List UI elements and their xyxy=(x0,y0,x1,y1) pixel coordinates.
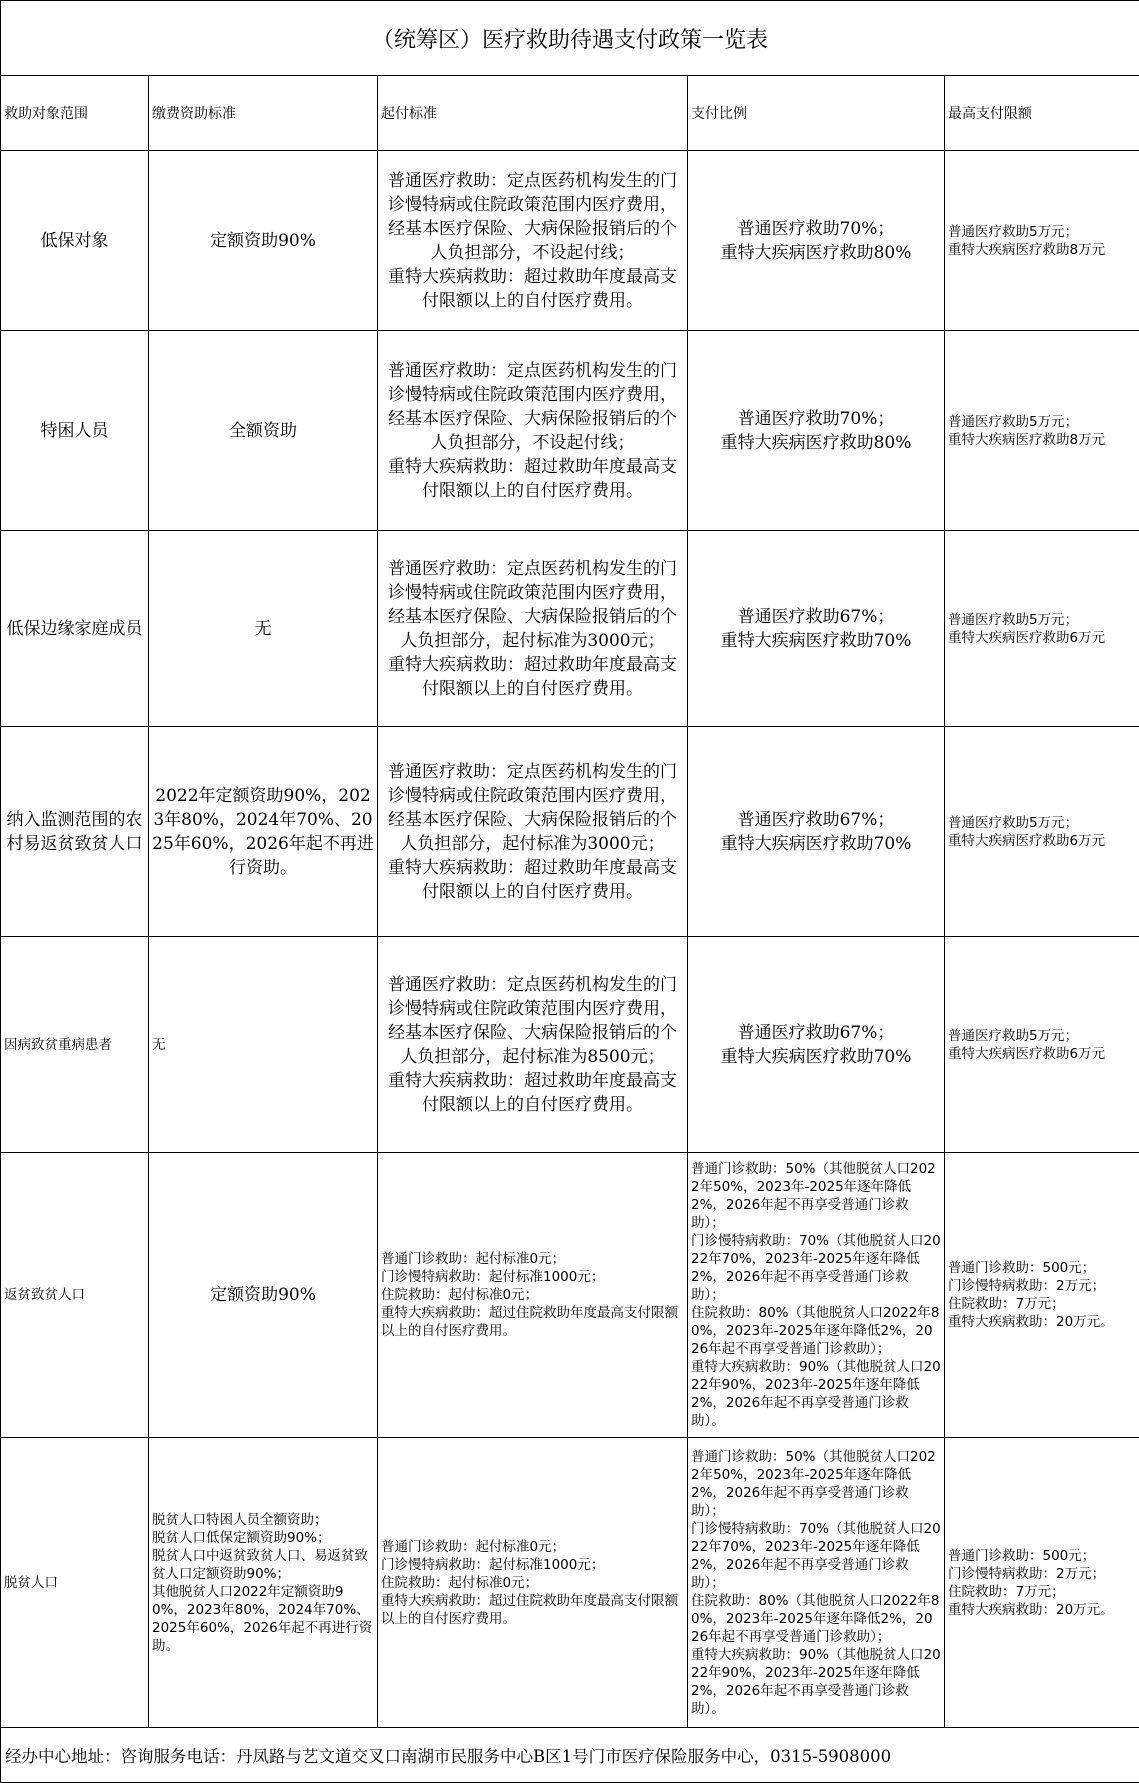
cell-target: 低保对象 xyxy=(1,151,149,331)
header-target: 救助对象范围 xyxy=(1,76,149,151)
cell-deductible: 普通门诊救助：起付标准0元； 门诊慢特病救助：起付标准1000元； 住院救助：起付标准0元； 重特大疾病救助：超过住院救助年度最高支付限额以上的自付医疗费用。 xyxy=(378,1438,688,1728)
cell-subsidy: 无 xyxy=(149,937,378,1153)
cell-ratio: 普通医疗救助67%； 重特大疾病医疗救助70% xyxy=(688,531,945,727)
header-subsidy: 缴费资助标准 xyxy=(149,76,378,151)
cell-subsidy: 2022年定额资助90%，2023年80%，2024年70%、2025年60%，2026年起不再进行资助。 xyxy=(149,727,378,937)
cell-subsidy: 定额资助90% xyxy=(149,1153,378,1438)
cell-subsidy: 定额资助90% xyxy=(149,151,378,331)
cell-ratio: 普通医疗救助70%； 重特大疾病医疗救助80% xyxy=(688,151,945,331)
title-row xyxy=(1,1,1139,76)
cell-limit: 普通门诊救助：500元； 门诊慢特病救助：2万元； 住院救助：7万元； 重特大疾病救助：20万元。 xyxy=(945,1153,1139,1438)
header-limit: 最高支付限额 xyxy=(945,76,1139,151)
cell-ratio: 普通门诊救助：50%（其他脱贫人口2022年50%，2023年-2025年逐年降低2%，2026年起不再享受普通门诊救助）； 门诊慢特病救助：70%（其他脱贫人口2022年70%，2023年-2025年逐年降低2%，2026年起不再享受普通门诊救助）； 住院救助：80%（其他脱贫人口2022年80%，2023年-2025年逐年降低2%，2026年起不再享受普通门诊救助）； 重特大疾病救助：90%（其他脱贫人口2022年90%，2023年-2025年逐年降低2%，2026年起不再享受普通门诊救助）。 xyxy=(688,1438,945,1728)
cell-limit: 普通医疗救助5万元； 重特大疾病医疗救助6万元 xyxy=(945,727,1139,937)
cell-subsidy: 无 xyxy=(149,531,378,727)
cell-target: 脱贫人口 xyxy=(1,1438,149,1728)
cell-deductible: 普通医疗救助：定点医药机构发生的门诊慢特病或住院政策范围内医疗费用，经基本医疗保险、大病保险报销后的个人负担部分，不设起付线； 重特大疾病救助：超过救助年度最高支付限额以上的自付医疗费用。 xyxy=(378,151,688,331)
cell-limit: 普通门诊救助：500元； 门诊慢特病救助：2万元； 住院救助：7万元； 重特大疾病救助：20万元。 xyxy=(945,1438,1139,1728)
cell-limit: 普通医疗救助5万元； 重特大疾病医疗救助6万元 xyxy=(945,937,1139,1153)
table-row xyxy=(1,1153,1139,1438)
cell-ratio: 普通医疗救助70%； 重特大疾病医疗救助80% xyxy=(688,331,945,531)
footer-row xyxy=(1,1728,1139,1783)
cell-deductible: 普通医疗救助：定点医药机构发生的门诊慢特病或住院政策范围内医疗费用，经基本医疗保险、大病保险报销后的个人负担部分，起付标准为3000元； 重特大疾病救助：超过救助年度最高支付限额以上的自付医疗费用。 xyxy=(378,531,688,727)
cell-target: 特困人员 xyxy=(1,331,149,531)
header-row xyxy=(1,76,1139,151)
contact-info: 经办中心地址：咨询服务电话：丹凤路与艺文道交叉口南湖市民服务中心B区1号门市医疗保险服务中心，0315-5908000 xyxy=(1,1728,1139,1783)
table-row xyxy=(1,937,1139,1153)
cell-ratio: 普通医疗救助67%； 重特大疾病医疗救助70% xyxy=(688,727,945,937)
header-deductible: 起付标准 xyxy=(378,76,688,151)
cell-deductible: 普通医疗救助：定点医药机构发生的门诊慢特病或住院政策范围内医疗费用，经基本医疗保险、大病保险报销后的个人负担部分，起付标准为8500元； 重特大疾病救助：超过救助年度最高支付限额以上的自付医疗费用。 xyxy=(378,937,688,1153)
table-row xyxy=(1,331,1139,531)
table-row xyxy=(1,727,1139,937)
cell-ratio: 普通医疗救助67%； 重特大疾病医疗救助70% xyxy=(688,937,945,1153)
cell-deductible: 普通医疗救助：定点医药机构发生的门诊慢特病或住院政策范围内医疗费用，经基本医疗保险、大病保险报销后的个人负担部分，起付标准为3000元； 重特大疾病救助：超过救助年度最高支付限额以上的自付医疗费用。 xyxy=(378,727,688,937)
table-row xyxy=(1,531,1139,727)
table-row xyxy=(1,1438,1139,1728)
cell-deductible: 普通门诊救助：起付标准0元； 门诊慢特病救助：起付标准1000元； 住院救助：起付标准0元； 重特大疾病救助：超过住院救助年度最高支付限额以上的自付医疗费用。 xyxy=(378,1153,688,1438)
cell-deductible: 普通医疗救助：定点医药机构发生的门诊慢特病或住院政策范围内医疗费用，经基本医疗保险、大病保险报销后的个人负担部分，不设起付线； 重特大疾病救助：超过救助年度最高支付限额以上的自付医疗费用。 xyxy=(378,331,688,531)
page-title: （统筹区）医疗救助待遇支付政策一览表 xyxy=(1,1,1139,76)
cell-target: 因病致贫重病患者 xyxy=(1,937,149,1153)
header-ratio: 支付比例 xyxy=(688,76,945,151)
cell-limit: 普通医疗救助5万元； 重特大疾病医疗救助8万元 xyxy=(945,331,1139,531)
table-row xyxy=(1,151,1139,331)
cell-limit: 普通医疗救助5万元； 重特大疾病医疗救助6万元 xyxy=(945,531,1139,727)
cell-ratio: 普通门诊救助：50%（其他脱贫人口2022年50%，2023年-2025年逐年降低2%，2026年起不再享受普通门诊救助）； 门诊慢特病救助：70%（其他脱贫人口2022年70%，2023年-2025年逐年降低2%，2026年起不再享受普通门诊救助）； 住院救助：80%（其他脱贫人口2022年80%，2023年-2025年逐年降低2%，2026年起不再享受普通门诊救助）； 重特大疾病救助：90%（其他脱贫人口2022年90%，2023年-2025年逐年降低2%，2026年起不再享受普通门诊救助）。 xyxy=(688,1153,945,1438)
cell-target: 低保边缘家庭成员 xyxy=(1,531,149,727)
cell-subsidy: 脱贫人口特困人员全额资助； 脱贫人口低保定额资助90%； 脱贫人口中返贫致贫人口、易返贫致贫人口定额资助90%； 其他脱贫人口2022年定额资助90%，2023年80%，2024年70%、2025年60%，2026年起不再进行资助。 xyxy=(149,1438,378,1728)
cell-target: 返贫致贫人口 xyxy=(1,1153,149,1438)
cell-target: 纳入监测范围的农村易返贫致贫人口 xyxy=(1,727,149,937)
cell-limit: 普通医疗救助5万元； 重特大疾病医疗救助8万元 xyxy=(945,151,1139,331)
cell-subsidy: 全额资助 xyxy=(149,331,378,531)
